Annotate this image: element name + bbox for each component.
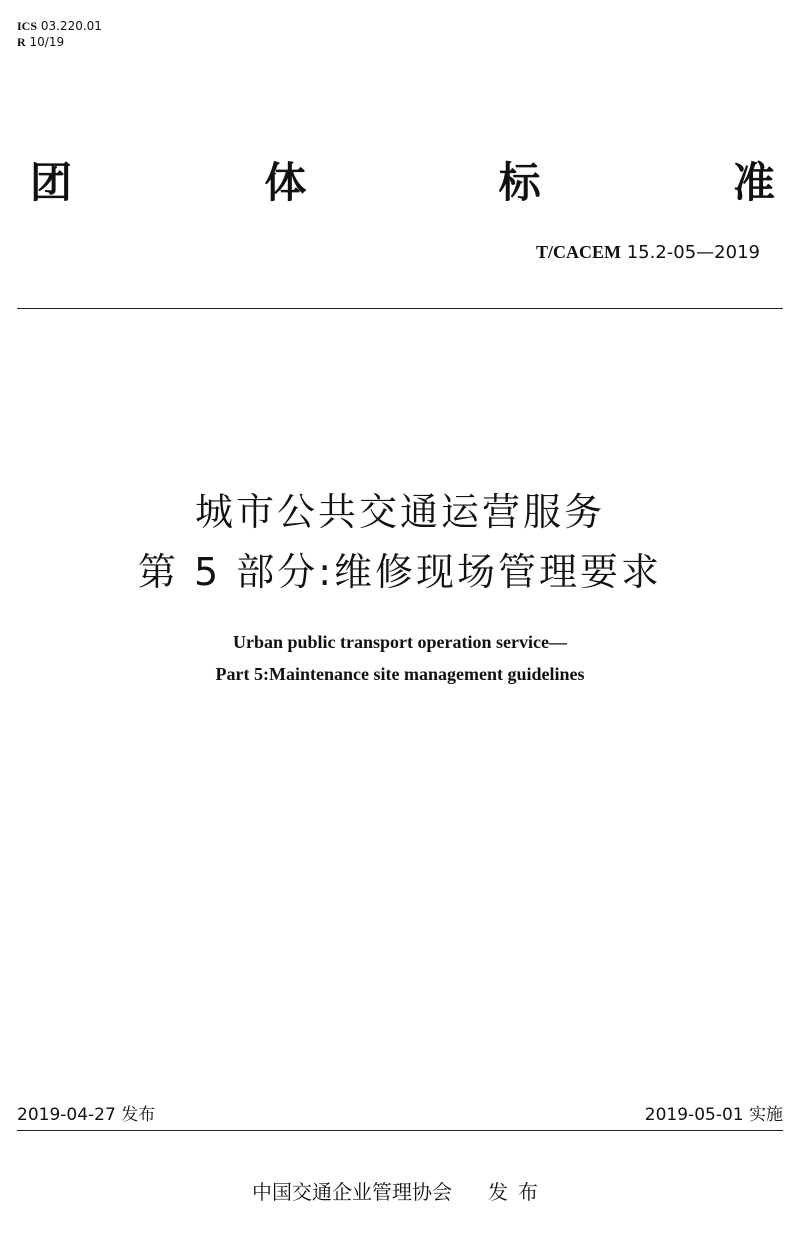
english-title-line-2: Part 5:Maintenance site management guidelines [215, 664, 585, 684]
standard-type-char: 准 [732, 158, 775, 207]
chinese-title-line-2: 第 5 部分:维修现场管理要求 [137, 550, 663, 594]
bottom-divider [17, 1130, 783, 1131]
publish-action: 发布 [488, 1180, 548, 1204]
publisher-name: 中国交通企业管理协会 [252, 1180, 452, 1204]
effective-date: 2019-05-01 实施 [644, 1105, 783, 1125]
ics-code: ICS 03.220.01 [17, 19, 102, 33]
classification-codes [17, 18, 102, 50]
standard-type-char: 体 [264, 158, 307, 207]
standard-type-heading [30, 150, 775, 210]
issue-date: 2019-04-27 发布 [17, 1105, 156, 1125]
chinese-title-line-1: 城市公共交通运营服务 [194, 490, 605, 534]
standard-type-char: 标 [498, 158, 541, 207]
standard-type-char: 团 [30, 158, 73, 207]
top-divider [17, 308, 783, 309]
r-code: R 10/19 [17, 35, 65, 49]
publisher-line [0, 1176, 800, 1205]
english-title-line-1: Urban public transport operation service— [233, 632, 567, 652]
standard-number: T/CACEM 15.2-05—2019 [535, 242, 760, 263]
